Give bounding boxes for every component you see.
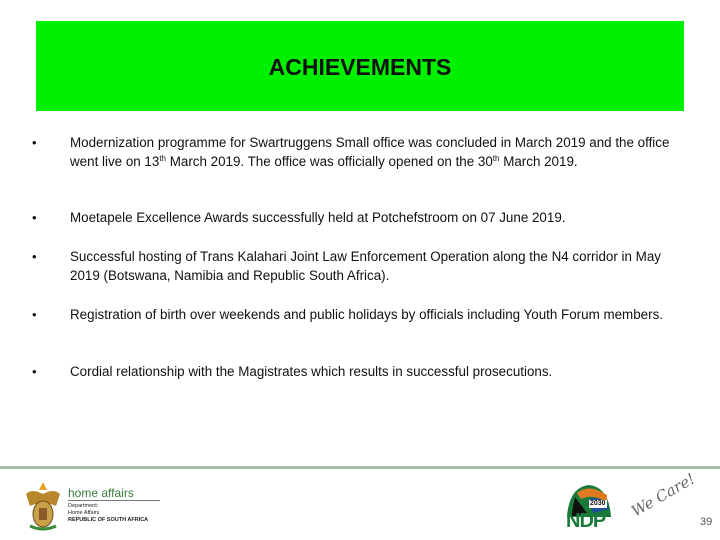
logo-subtext [68, 503, 148, 524]
bullet-item [32, 247, 675, 285]
bullet-item [32, 305, 675, 324]
text: Successful hosting of Trans Kalahari Joint Law Enforcement Operation along the N4 corridor in May 2019 (Botswana, Namibia and Republic South Africa). [70, 249, 661, 283]
bullet-icon: • [32, 307, 37, 322]
bullet-item [32, 208, 675, 227]
text: Moetapele Excellence Awards successfully held at Potchefstroom on 07 June 2019. [70, 210, 566, 225]
logo-title: home affairs [68, 486, 134, 500]
bullet-icon: • [32, 364, 37, 379]
logo-line: Department: [68, 503, 99, 509]
logo-line: REPUBLIC OF SOUTH AFRICA [68, 517, 149, 523]
slide-title: ACHIEVEMENTS [268, 54, 452, 80]
bullet-icon: • [32, 135, 37, 150]
title-banner [36, 21, 684, 111]
footer-divider [0, 466, 720, 469]
coat-of-arms-icon [22, 480, 64, 532]
ndp-text: NDP [566, 510, 606, 532]
ndp-logo [563, 483, 615, 533]
text: March 2019. [499, 154, 578, 169]
text: Registration of birth over weekends and public holidays by officials including Youth Forum members. [70, 307, 663, 322]
superscript: th [492, 154, 500, 163]
ndp-year: 2030 [590, 500, 606, 507]
logo-divider [68, 500, 160, 501]
slogan: We Care! [628, 469, 699, 521]
text: Cordial relationship with the Magistrates which results in successful prosecutions. [70, 364, 553, 379]
logo-line: Home Affairs [68, 510, 100, 516]
bullet-icon: • [32, 249, 37, 264]
text: March 2019. The office was officially opened on the 30 [166, 154, 493, 169]
bullet-icon: • [32, 210, 37, 225]
text: Modernization programme for Swartruggens Small office was concluded in March 2019 and the office went live on 13 [70, 135, 670, 169]
superscript: th [159, 154, 166, 163]
bullet-item [32, 133, 675, 171]
page-number: 39 [700, 516, 713, 528]
bullet-item [32, 362, 675, 381]
